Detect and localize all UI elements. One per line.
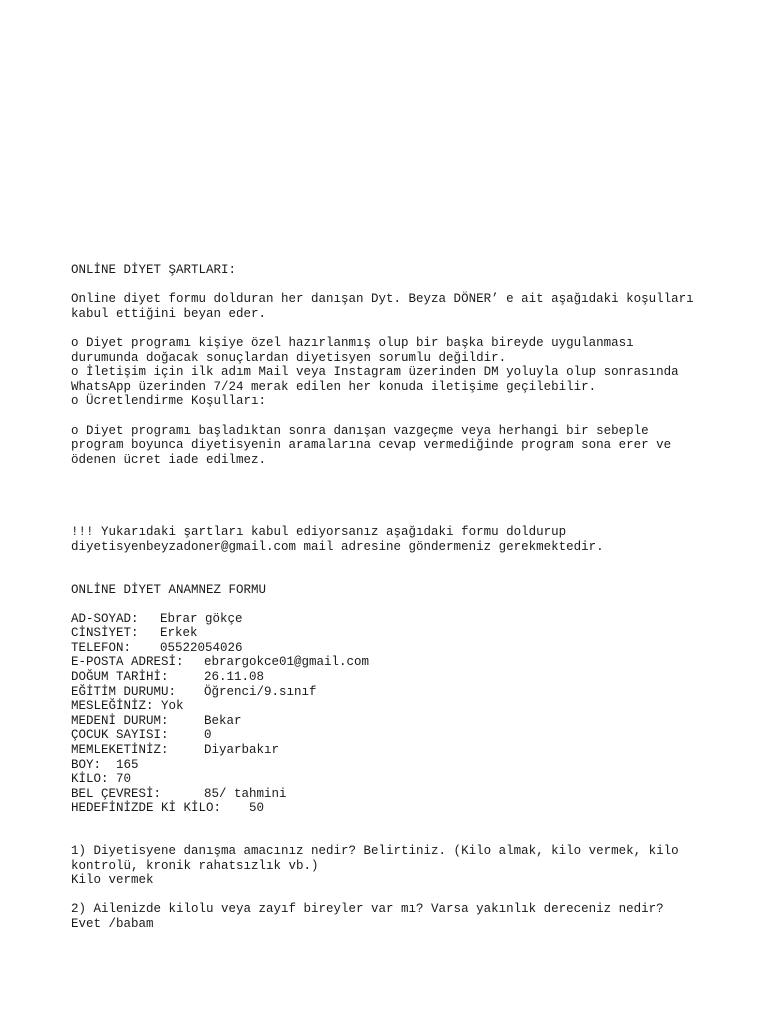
question-line: 1) Diyetisyene danışma amacınız nedir? Belirtiniz. (Kilo almak, kilo vermek, kilo — [71, 844, 679, 858]
field-value: 26.11.08 — [204, 670, 265, 685]
fee-line: ödenen ücret iade edilmez. — [71, 452, 267, 467]
terms-intro-line: kabul ettiğini beyan eder. — [71, 306, 267, 321]
field-value: 0 — [204, 728, 212, 743]
field-value: 50 — [249, 801, 265, 816]
fee-line: o Diyet programı başladıktan sonra danışan vazgeçme veya herhangi bir sebeple — [71, 423, 649, 438]
field-value: Ebrar gökçe — [160, 611, 243, 626]
form-field-e-posta — [71, 655, 761, 670]
field-label: AD-SOYAD: — [71, 611, 139, 626]
field-value: Yok — [161, 699, 184, 714]
form-field-telefon — [71, 641, 761, 656]
form-field-boy — [71, 758, 761, 773]
field-value: Bekar — [204, 713, 242, 728]
field-value: 165 — [116, 757, 139, 772]
question-line: 2) Ailenizde kilolu veya zayıf bireyler var mı? Varsa yakınlık dereceniz nedir? — [71, 902, 664, 917]
field-value: Diyarbakır — [204, 743, 280, 758]
field-label: DOĞUM TARİHİ: — [71, 670, 169, 685]
field-value: 05522054026 — [160, 640, 243, 655]
field-label: EĞİTİM DURUMU: — [71, 684, 177, 699]
form-field-dogum-tarihi — [71, 670, 761, 685]
form-field-kilo — [71, 772, 761, 787]
terms-intro-line: Online diyet formu dolduran her danışan Dyt. Beyza DÖNER’ e ait aşağıdaki koşulları — [71, 292, 694, 307]
answer-line: Kilo vermek — [71, 873, 154, 888]
field-label: TELEFON: — [71, 640, 132, 655]
form-field-cocuk-sayisi — [71, 728, 761, 743]
terms-item-line: durumunda doğacak sonuçlardan diyetisyen sorumlu değildir. — [71, 350, 507, 365]
field-value: 70 — [116, 772, 132, 787]
notice-line: !!! Yukarıdaki şartları kabul ediyorsanız aşağıdaki formu doldurup — [71, 525, 567, 540]
field-label: KİLO: — [71, 772, 109, 787]
document-body — [71, 263, 761, 932]
answer-line: Evet /babam — [71, 916, 154, 931]
terms-item-line: WhatsApp üzerinden 7/24 merak edilen her konuda iletişime geçilebilir. — [71, 379, 597, 394]
field-value: Öğrenci/9.sınıf — [204, 684, 317, 699]
terms-item-line: o İletişim için ilk adım Mail veya Instagram üzerinden DM yoluyla olup sonrasında — [71, 365, 679, 380]
form-field-cinsiyet — [71, 626, 761, 641]
field-label: BEL ÇEVRESİ: — [71, 786, 162, 801]
field-value: ebrargokce01@gmail.com — [204, 655, 370, 670]
field-label: E-POSTA ADRESİ: — [71, 655, 184, 670]
question-line: kontrolü, kronik rahatsızlık vb.) — [71, 858, 319, 873]
form-field-memleket — [71, 743, 761, 758]
field-label: MEDENİ DURUM: — [71, 713, 169, 728]
field-label: HEDEFİNİZDE Kİ KİLO: — [71, 801, 222, 816]
form-field-bel-cevresi — [71, 787, 761, 802]
field-label: MESLEĞİNİZ: — [71, 699, 154, 714]
form-field-egitim-durumu — [71, 685, 761, 700]
field-value: Erkek — [160, 626, 198, 641]
field-label: CİNSİYET: — [71, 626, 139, 641]
form-field-hedef-kilo — [71, 801, 761, 816]
form-field-ad-soyad — [71, 612, 761, 627]
field-value: 85/ tahmini — [204, 786, 287, 801]
field-label: MEMLEKETİNİZ: — [71, 743, 169, 758]
form-field-meslek — [71, 699, 761, 714]
fee-line: program boyunca diyetisyenin aramalarına cevap vermediğinde program sona erer ve — [71, 438, 672, 453]
form-field-medeni-durum — [71, 714, 761, 729]
notice-line: diyetisyenbeyzadoner@gmail.com mail adresine göndermeniz gerekmektedir. — [71, 539, 604, 554]
field-label: ÇOCUK SAYISI: — [71, 728, 169, 743]
terms-item-line: o Diyet programı kişiye özel hazırlanmış olup bir başka bireyde uygulanması — [71, 335, 634, 350]
field-label: BOY: — [71, 757, 102, 772]
form-title: ONLİNE DİYET ANAMNEZ FORMU — [71, 582, 267, 597]
terms-title: ONLİNE DİYET ŞARTLARI: — [71, 263, 237, 277]
terms-item-line: o Ücretlendirme Koşulları: — [71, 394, 267, 409]
